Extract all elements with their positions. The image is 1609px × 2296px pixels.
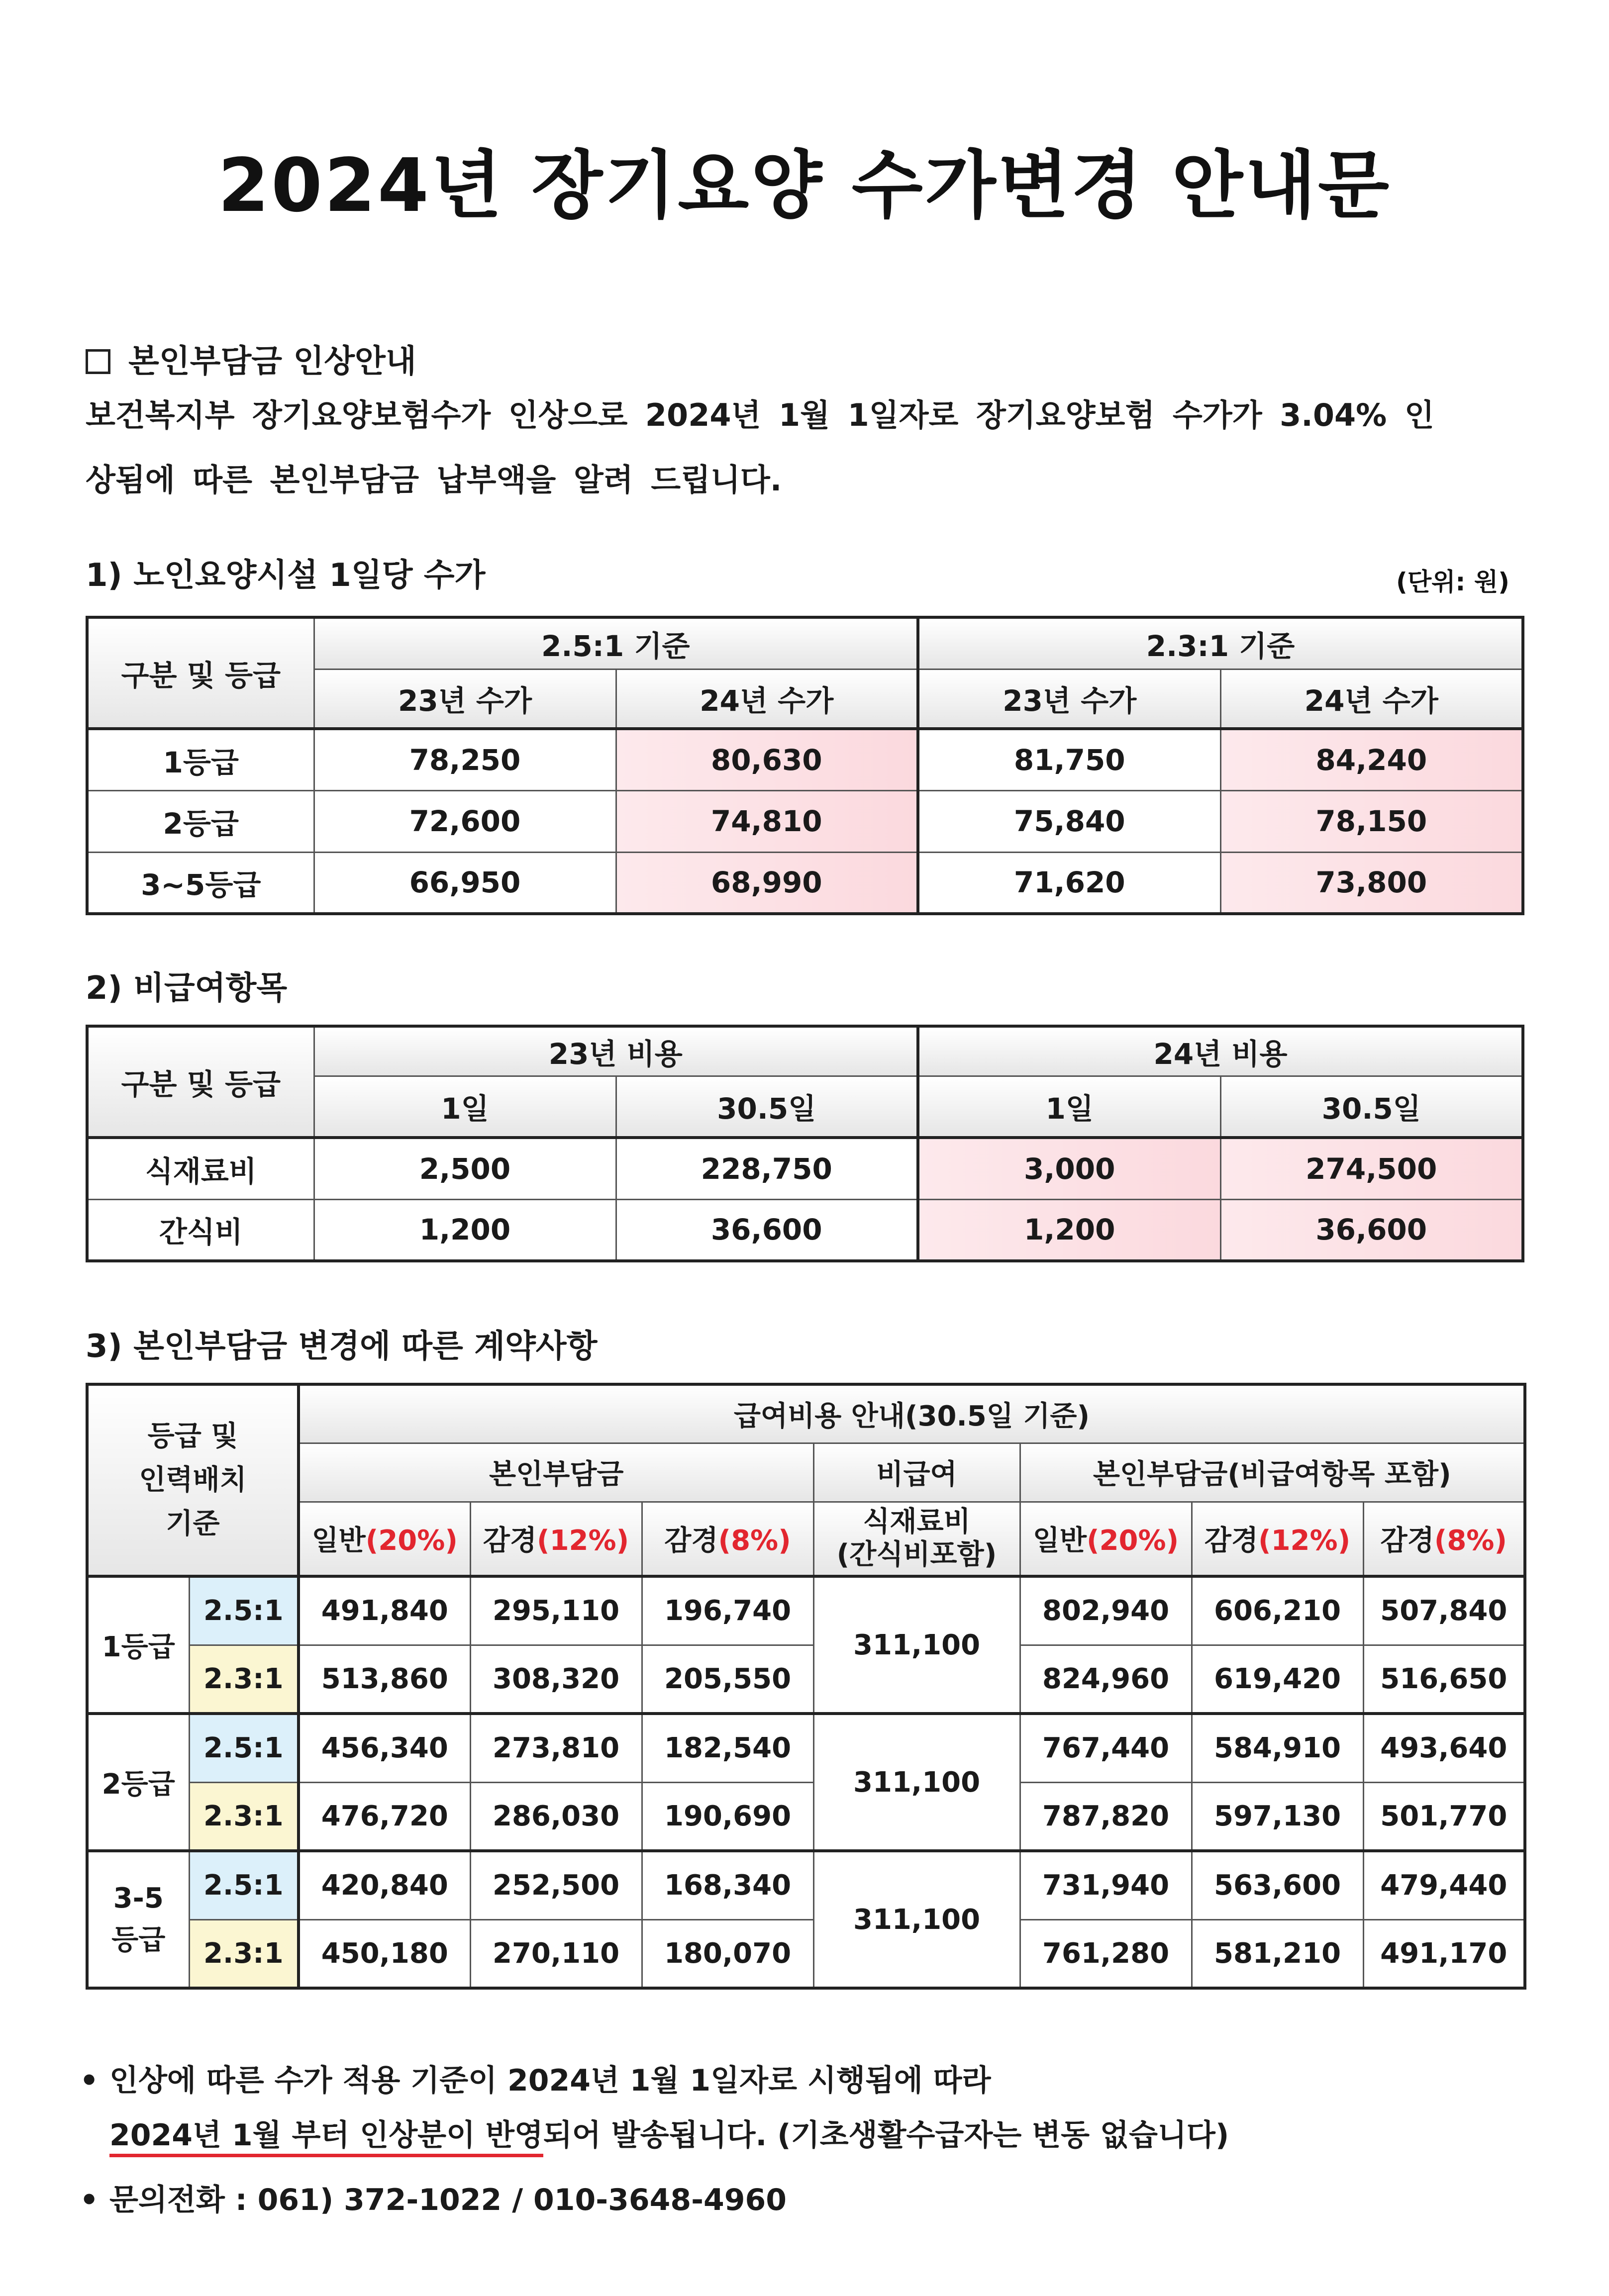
table3-cell: 606,210 [1192,1576,1363,1645]
percent-20: (20%) [365,1525,458,1557]
label-reduce: 감경 [1380,1525,1434,1557]
table2-group-2: 24년 비용 [918,1026,1523,1076]
table3-corner-line: 등급 및 [147,1420,238,1452]
note-1 [80,2057,991,2100]
note-1-rest: 되어 발송됩니다. (기초생활수급자는 변동 없습니다) [543,2118,1229,2153]
non-covered-items-table [86,1025,1524,1262]
table3-corner-line: 기준 [166,1508,220,1540]
ratio-label: 2.3:1 [189,1782,299,1851]
table3-cell: 501,770 [1363,1782,1525,1851]
table2-cell: 3,000 [918,1138,1220,1199]
contact-phone: 문의전화 : 061) 372-1022 / 010-3648-4960 [109,2183,787,2217]
table1-row-label: 1등급 [87,729,314,790]
label-reduce: 감경 [1204,1525,1258,1557]
table2-cell: 2,500 [314,1138,616,1199]
document-title: 2024년 장기요양 수가변경 안내문 [217,143,1392,228]
table3-cell: 270,110 [470,1919,642,1988]
table-row [87,1714,1525,1782]
table1-cell: 73,800 [1220,852,1523,914]
percent-8: (8%) [1434,1525,1507,1557]
table3-cell: 476,720 [299,1782,470,1851]
table2-cell: 228,750 [616,1138,918,1199]
table-row [87,1645,1525,1714]
ratio-label: 2.5:1 [189,1576,299,1645]
unit-label: (단위: 원) [1396,568,1509,596]
table1-cell: 68,990 [616,852,918,914]
table1-subheader: 23년 수가 [314,669,616,729]
table3-cell: 252,500 [470,1851,642,1919]
table2-subheader: 1일 [314,1076,616,1138]
table2-heading: 2) 비급여항목 [86,970,288,1007]
highlighted-text: 2024년 1월 부터 인상분이 반영 [109,2118,543,2157]
table2-cell: 1,200 [314,1199,616,1261]
table3-col-reduce-12 [470,1502,642,1576]
grade-label: 1등급 [87,1576,189,1714]
noncovered-cell: 311,100 [813,1851,1020,1988]
table-row [87,1782,1525,1851]
table3-cell: 513,860 [299,1645,470,1714]
percent-8: (8%) [718,1525,791,1557]
table1-group-2: 2.3:1 기준 [918,617,1523,669]
table-row [87,1919,1525,1988]
table1-group-1: 2.5:1 기준 [314,617,918,669]
table2-row-label: 식재료비 [87,1138,314,1199]
table1-cell: 71,620 [918,852,1220,914]
table3-cell: 597,130 [1192,1782,1363,1851]
table3-cell: 493,640 [1363,1714,1525,1782]
table3-cell: 450,180 [299,1919,470,1988]
table3-cell: 491,170 [1363,1919,1525,1988]
note-1-continued [109,2111,1229,2154]
table1-cell: 75,840 [918,790,1220,852]
notice-heading-text: 본인부담금 인상안내 [128,343,416,380]
label-reduce: 감경 [664,1525,718,1557]
table1-subheader: 24년 수가 [1220,669,1523,729]
table1-cell: 74,810 [616,790,918,852]
checkbox-icon [86,349,110,374]
percent-12: (12%) [537,1525,629,1557]
grade-label-line: 3-5 [113,1882,164,1914]
table3-col-general-total [1020,1502,1192,1576]
table3-heading: 3) 본인부담금 변경에 따른 계약사항 [86,1328,598,1365]
table3-cell: 180,070 [642,1919,813,1988]
table3-cell: 516,650 [1363,1645,1525,1714]
ratio-label: 2.5:1 [189,1714,299,1782]
table3-col-general [299,1502,470,1576]
table3-cell: 761,280 [1020,1919,1192,1988]
table2-subheader: 30.5일 [616,1076,918,1138]
table3-group-noncovered: 비급여 [813,1443,1020,1502]
table3-cell: 802,940 [1020,1576,1192,1645]
noncovered-cell: 311,100 [813,1576,1020,1714]
percent-20: (20%) [1087,1525,1179,1557]
table3-cell: 420,840 [299,1851,470,1919]
contract-table [86,1383,1526,1990]
table2-cell: 36,600 [1220,1199,1523,1261]
table3-cell: 190,690 [642,1782,813,1851]
facility-fee-table [86,616,1524,915]
table1-cell: 66,950 [314,852,616,914]
table1-cell: 72,600 [314,790,616,852]
notice-heading [86,336,416,382]
bullet: • [80,2063,99,2098]
table3-group-copay-total: 본인부담금(비급여항목 포함) [1020,1443,1525,1502]
notice-line-2: 상됨에 따른 본인부담금 납부액을 알려 드립니다. [86,462,782,498]
table3-cell: 619,420 [1192,1645,1363,1714]
table3-cell: 584,910 [1192,1714,1363,1782]
table3-cell: 787,820 [1020,1782,1192,1851]
table1-row-label: 2등급 [87,790,314,852]
table1-cell: 80,630 [616,729,918,790]
table3-col-reduce-12-total [1192,1502,1363,1576]
table3-cell: 563,600 [1192,1851,1363,1919]
notice-paragraph [86,383,1528,512]
table3-cell: 731,940 [1020,1851,1192,1919]
table3-col-reduce-8 [642,1502,813,1576]
ratio-label: 2.5:1 [189,1851,299,1919]
table1-cell: 78,150 [1220,790,1523,852]
table3-cell: 308,320 [470,1645,642,1714]
table2-corner: 구분 및 등급 [87,1026,314,1138]
label-snack-included: (간식비포함) [836,1538,997,1571]
table3-cell: 182,540 [642,1714,813,1782]
notice-line-1: 보건복지부 장기요양보험수가 인상으로 2024년 1월 1일자로 장기요양보험 수가가 3.04% 인 [86,397,1434,433]
table3-cell: 196,740 [642,1576,813,1645]
table-row [87,1851,1525,1919]
table3-cell: 456,340 [299,1714,470,1782]
table1-row-label: 3~5등급 [87,852,314,914]
table2-group-1: 23년 비용 [314,1026,918,1076]
percent-12: (12%) [1258,1525,1351,1557]
table1-cell: 81,750 [918,729,1220,790]
table1-cell: 78,250 [314,729,616,790]
table3-group-copay: 본인부담금 [299,1443,813,1502]
table3-col-reduce-8-total [1363,1502,1525,1576]
table3-cell: 824,960 [1020,1645,1192,1714]
table2-row-label: 간식비 [87,1199,314,1261]
ratio-label: 2.3:1 [189,1919,299,1988]
table3-cell: 168,340 [642,1851,813,1919]
table3-top-header: 급여비용 안내(30.5일 기준) [299,1384,1525,1443]
grade-label-line: 등급 [111,1924,166,1956]
contact-note [80,2176,787,2219]
label-food: 식재료비 [863,1506,971,1538]
table3-cell: 205,550 [642,1645,813,1714]
table3-col-food [813,1502,1020,1576]
table3-cell: 273,810 [470,1714,642,1782]
table3-corner-line: 인력배치 [139,1464,247,1496]
table2-cell: 36,600 [616,1199,918,1261]
table1-heading: 1) 노인요양시설 1일당 수가 [86,557,486,594]
table3-cell: 491,840 [299,1576,470,1645]
grade-label [87,1851,189,1988]
note-1-text: 인상에 따른 수가 적용 기준이 2024년 1월 1일자로 시행됨에 따라 [109,2063,991,2098]
table2-subheader: 30.5일 [1220,1076,1523,1138]
table3-corner [87,1384,299,1576]
table3-cell: 507,840 [1363,1576,1525,1645]
table1-subheader: 24년 수가 [616,669,918,729]
table3-cell: 767,440 [1020,1714,1192,1782]
table3-cell: 295,110 [470,1576,642,1645]
table2-cell: 274,500 [1220,1138,1523,1199]
table3-cell: 581,210 [1192,1919,1363,1988]
label-reduce: 감경 [483,1525,537,1557]
table1-cell: 84,240 [1220,729,1523,790]
table2-subheader: 1일 [918,1076,1220,1138]
table2-cell: 1,200 [918,1199,1220,1261]
noncovered-cell: 311,100 [813,1714,1020,1851]
bullet: • [80,2183,99,2217]
label-general: 일반 [1032,1525,1087,1557]
table3-cell: 286,030 [470,1782,642,1851]
table3-cell: 479,440 [1363,1851,1525,1919]
label-general: 일반 [311,1525,366,1557]
table1-corner: 구분 및 등급 [87,617,314,729]
grade-label: 2등급 [87,1714,189,1851]
table-row [87,1576,1525,1645]
table1-subheader: 23년 수가 [918,669,1220,729]
ratio-label: 2.3:1 [189,1645,299,1714]
